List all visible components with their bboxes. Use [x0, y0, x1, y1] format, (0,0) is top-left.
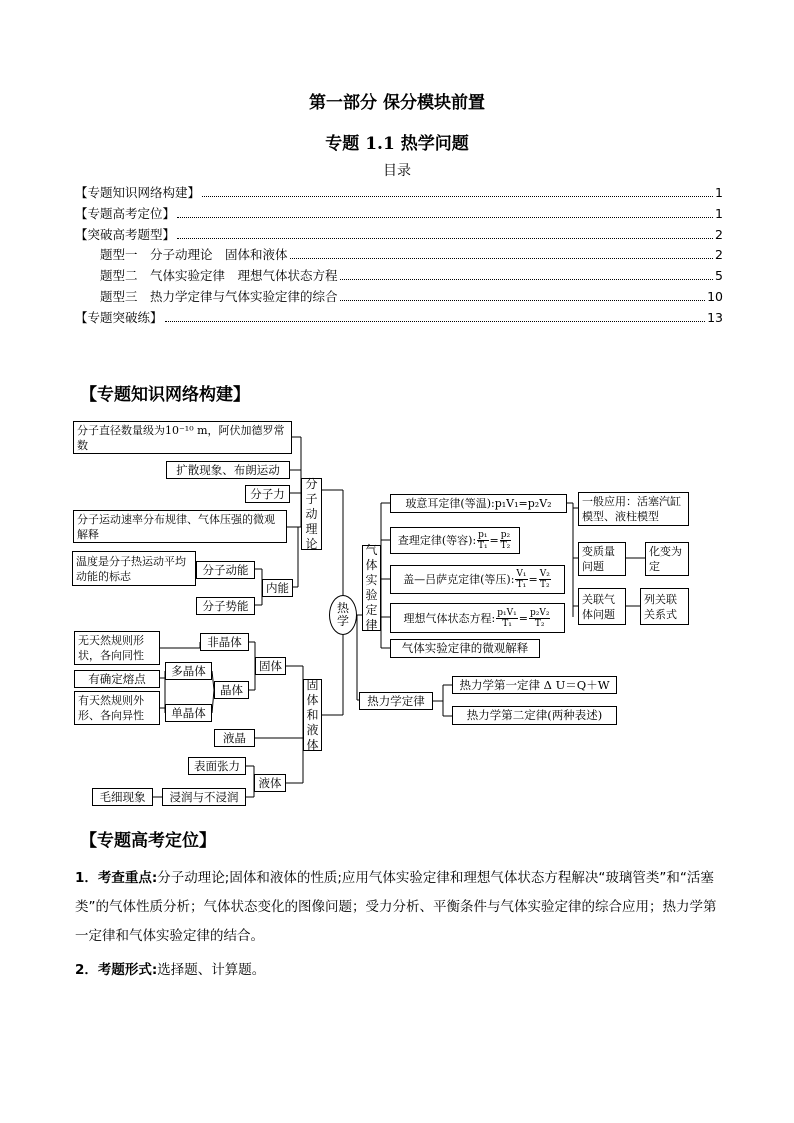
exam-focus-label: 1．考查重点:: [75, 870, 158, 886]
toc-title: 目录: [383, 163, 411, 179]
section-heading-positioning: 【专题高考定位】: [80, 831, 216, 851]
node-first-law: 热力学第一定律 Δ U＝Q＋W: [452, 676, 617, 694]
node-crystal-props: 有天然规则外形、各向异性: [74, 691, 160, 725]
part-title: 第一部分 保分模块前置: [309, 93, 485, 113]
exam-form-paragraph: [75, 956, 723, 985]
node-single-crystal: 单晶体: [165, 704, 212, 722]
node-kinetic-energy: 分子动能: [196, 561, 255, 579]
exam-form-label: 2．考题形式:: [75, 962, 158, 978]
node-molecule-diameter: 分子直径数量级为10⁻¹⁰ m，阿伏加德罗常数: [73, 421, 292, 454]
toc-item[interactable]: 题型二 气体实验定律 理想气体状态方程 5: [100, 268, 723, 283]
toc-item[interactable]: 【专题高考定位】 1: [75, 206, 723, 221]
exam-form-text: 选择题、计算题。: [157, 962, 266, 978]
node-thermo-laws: 热力学定律: [359, 692, 433, 710]
node-molecular-force: 分子力: [245, 485, 290, 503]
toc-item[interactable]: 题型一 分子动理论 固体和液体 2: [100, 247, 723, 262]
node-related-gas: 关联气体问题: [578, 588, 626, 625]
node-fixed-melting: 有确定熔点: [74, 670, 160, 688]
node-solid: 固体: [255, 657, 286, 675]
node-capillary: 毛细现象: [92, 788, 153, 806]
node-charles-law: 查理定律(等容): $\frac{\text{p₁}}{\text{T₁}}$ = $\frac{\text{p₂}}{\text{T₂}}$: [390, 527, 520, 554]
node-internal-energy: 内能: [262, 579, 293, 597]
node-polycrystal: 多晶体: [165, 662, 212, 680]
node-temperature: 温度是分子热运动平均动能的标志: [72, 551, 196, 586]
node-thermal-center: 热 学: [329, 595, 357, 635]
topic-title: 专题 1.1 热学问题: [325, 134, 469, 154]
node-molecular-kinetic-theory: 分 子 动 理 论: [301, 478, 322, 550]
node-general-application: 一般应用：活塞汽缸模型、液柱模型: [578, 492, 689, 526]
node-variable-to-fixed: 化变为定: [645, 542, 689, 576]
node-boyle-law: 玻意耳定律(等温):p₁V₁=p₂V₂: [390, 494, 567, 513]
section-heading-network: 【专题知识网络构建】: [80, 385, 250, 405]
node-gay-lussac-law: 盖—吕萨克定律(等压): $\frac{\text{V₁}}{\text{T₁}}$ = $\frac{\text{V₂}}{\text{T₂}}$: [390, 565, 565, 594]
node-wetting: 浸润与不浸润: [162, 788, 246, 806]
node-gas-laws: 气 体 实 验 定 律: [362, 545, 381, 631]
node-surface-tension: 表面张力: [188, 757, 246, 775]
node-speed-distribution: 分子运动速率分布规律、气体压强的微观解释: [73, 510, 287, 543]
node-liquid: 液体: [254, 774, 286, 792]
exam-focus-paragraph: [75, 864, 723, 951]
node-liquid-crystal: 液晶: [214, 729, 255, 747]
node-amorphous-props: 无天然规则形状，各向同性: [74, 631, 160, 665]
node-crystal: 晶体: [214, 681, 249, 699]
node-diffusion-brownian: 扩散现象、布朗运动: [166, 461, 290, 479]
node-micro-explanation: 气体实验定律的微观解释: [390, 639, 540, 658]
toc-item[interactable]: 题型三 热力学定律与气体实验定律的综合 10: [100, 289, 723, 304]
node-amorphous: 非晶体: [200, 633, 249, 651]
toc-item[interactable]: 【专题知识网络构建】 1: [75, 185, 723, 200]
node-second-law: 热力学第二定律(两种表述): [452, 706, 617, 725]
node-related-equations: 列关联关系式: [640, 588, 689, 625]
node-ideal-gas-equation: 理想气体状态方程: $\frac{\text{p₁V₁}}{\text{T₁}}$ = $\frac{\text{p₂V₂}}{\text{T₂}}$: [390, 603, 565, 633]
toc-item[interactable]: 【专题突破练】 13: [75, 310, 723, 325]
node-potential-energy: 分子势能: [196, 597, 255, 615]
toc-item[interactable]: 【突破高考题型】 2: [75, 227, 723, 242]
exam-focus-text: 分子动理论;固体和液体的性质;应用气体实验定律和理想气体状态方程解决“玻璃管类”和“活塞类”的气体性质分析；气体状态变化的图像问题；受力分析、平衡条件与气体实验定律的综合应用；热力学第一定律和气体实验定律的结合。: [75, 870, 717, 944]
node-solid-and-liquid: 固 体 和 液 体: [303, 679, 322, 751]
node-variable-mass: 变质量问题: [578, 542, 626, 576]
